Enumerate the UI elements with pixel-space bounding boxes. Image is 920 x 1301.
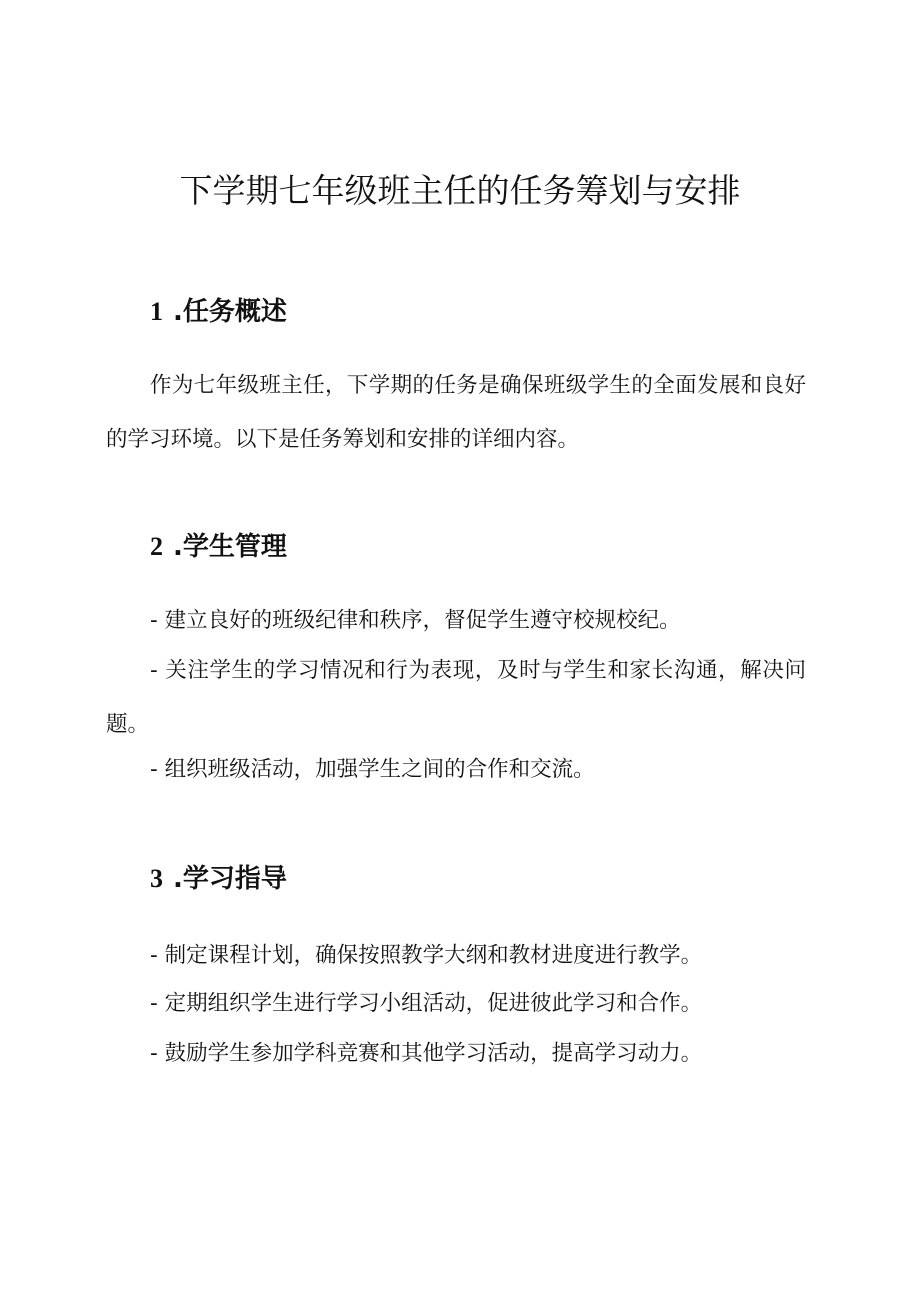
- list-item-student-mgmt-1: - 建立良好的班级纪律和秩序，督促学生遵守校规校纪。: [150, 608, 681, 633]
- section-heading-2: [150, 529, 287, 565]
- document-title: 下学期七年级班主任的任务筹划与安排: [179, 171, 741, 210]
- section-title-3: .学习指导: [173, 864, 287, 894]
- overview-paragraph: 作为七年级班主任，下学期的任务是确保班级学生的全面发展和良好的学习环境。以下是任务筹划和安排的详细内容。: [106, 373, 806, 452]
- section-number-1: 1: [150, 297, 163, 326]
- list-item-study-guide-1: - 制定课程计划，确保按照教学大纲和教材进度进行教学。: [150, 943, 703, 968]
- section-title-1: .任务概述: [173, 297, 287, 327]
- list-item-student-mgmt-2: - 关注学生的学习情况和行为表现，及时与学生和家长沟通，解决问题。: [106, 658, 806, 737]
- section-number-2: 2: [150, 532, 163, 561]
- list-item-study-guide-2: - 定期组织学生进行学习小组活动，促进彼此学习和合作。: [150, 991, 703, 1016]
- section-heading-1: [150, 294, 287, 330]
- list-item-study-guide-3: - 鼓励学生参加学科竞赛和其他学习活动，提高学习动力。: [150, 1041, 703, 1066]
- list-item-student-mgmt-3: - 组织班级活动，加强学生之间的合作和交流。: [150, 757, 595, 782]
- section-title-2: .学生管理: [173, 532, 287, 562]
- section-number-3: 3: [150, 864, 163, 893]
- section-heading-3: [150, 861, 287, 897]
